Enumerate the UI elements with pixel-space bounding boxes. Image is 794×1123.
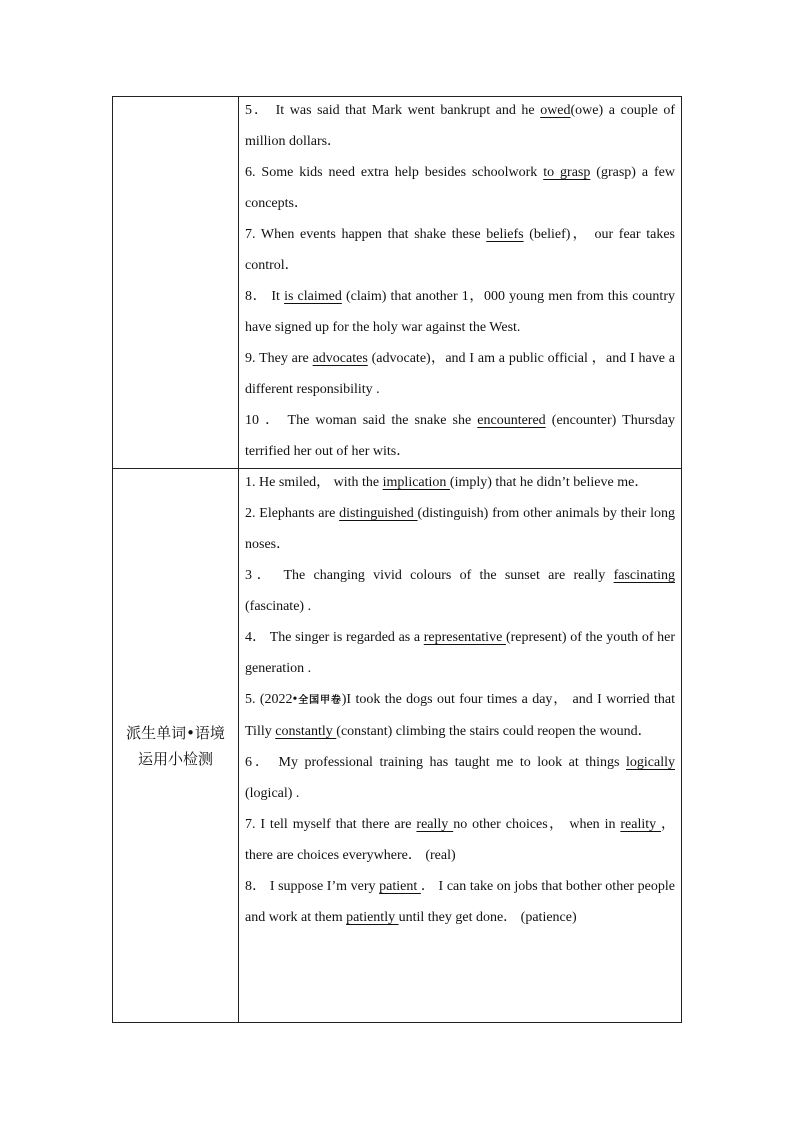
item-text: 3． The changing vivid colours of the sunset are really	[245, 568, 614, 583]
exercise-item	[245, 405, 675, 467]
item-text: 10 ． The woman said the snake she	[245, 413, 478, 428]
answer-blank: implication	[382, 475, 450, 490]
answer-blank: patient	[379, 879, 421, 894]
exercise-item	[245, 498, 675, 560]
item-text: 5． It was said that Mark went bankrupt and he	[245, 103, 541, 118]
answer-blank: constantly	[275, 724, 337, 739]
exercise-item	[245, 747, 675, 809]
item-text: (belief)， our fear takes control．	[245, 227, 675, 273]
item-text: (constant) climbing the stairs could reopen the wound．	[336, 724, 652, 739]
item-text: (advocate)，and I am a public official ，and I have a different responsibility .	[245, 351, 675, 397]
row-label-cell	[113, 469, 239, 1023]
exercise-item	[245, 281, 675, 343]
answer-blank: owed	[540, 103, 571, 118]
item-text: (encounter) Thursday terrified her out of her wits．	[245, 413, 676, 459]
item-text: until they get done． (patience)	[398, 910, 577, 925]
section-label-line2: 运用小检测	[137, 749, 213, 768]
item-text: (imply) that he didn’t believe me．	[449, 475, 649, 490]
exam-source: 全国甲卷	[297, 695, 342, 706]
exercise-list	[245, 467, 675, 933]
item-text: no other choices， when in	[453, 817, 621, 832]
answer-blank: patiently	[346, 910, 399, 925]
item-text: 8． It	[245, 289, 285, 304]
item-text: ， there are choices everywhere． (real)	[245, 817, 676, 863]
answer-blank: really	[416, 817, 454, 832]
item-text: (fascinate) .	[245, 599, 312, 614]
item-text: ． I can take on jobs that bother other people and work at them	[245, 879, 675, 925]
content-cell	[239, 97, 682, 469]
answer-blank: is claimed	[284, 289, 342, 304]
row-label-cell	[113, 97, 239, 469]
answer-blank: encountered	[477, 413, 546, 428]
exercise-item	[245, 343, 675, 405]
item-text: 1. He smiled， with the	[245, 475, 383, 490]
exercise-list	[245, 95, 675, 467]
item-text: 5. (2022•	[245, 692, 298, 707]
item-text: (logical) .	[245, 786, 300, 801]
exercise-item	[245, 219, 675, 281]
item-text: (claim) that another 1，000 young men from this country have signed up for the holy war against the West.	[245, 289, 675, 335]
item-text: (owe) a couple of million dollars．	[245, 103, 676, 149]
answer-blank: advocates	[312, 351, 368, 366]
exercise-item	[245, 95, 675, 157]
exercise-item	[245, 684, 675, 747]
item-text: 9. They are	[245, 351, 313, 366]
exercise-item	[245, 622, 675, 684]
exercise-item	[245, 560, 675, 622]
exercise-item	[245, 157, 675, 219]
item-text: 8． I suppose I’m very	[245, 879, 380, 894]
item-text: (grasp) a few concepts．	[245, 165, 676, 211]
answer-blank: logically	[626, 755, 675, 770]
exercise-item	[245, 467, 675, 498]
exercise-item	[245, 871, 675, 933]
answer-blank: reality	[620, 817, 662, 832]
item-text: )I took the dogs out four times a day， and I worried that Tilly	[245, 692, 675, 739]
item-text: 6. Some kids need extra help besides schoolwork	[245, 165, 544, 180]
item-text: 2. Elephants are	[245, 506, 340, 521]
answer-blank: representative	[423, 630, 506, 645]
item-text: 7. I tell myself that there are	[245, 817, 417, 832]
section-label-line1: 派生单词•语境	[126, 723, 225, 742]
answer-blank: fascinating	[613, 568, 675, 583]
answer-blank: to grasp	[543, 165, 591, 180]
answer-blank: distinguished	[339, 506, 418, 521]
item-text: 6． My professional training has taught me to look at things	[245, 755, 626, 770]
item-text: 4． The singer is regarded as a	[245, 630, 424, 645]
content-cell	[239, 469, 682, 1023]
table-row	[113, 469, 682, 1023]
item-text: (distinguish) from other animals by their long noses．	[245, 506, 675, 552]
table-row	[113, 97, 682, 469]
exercise-item	[245, 809, 675, 871]
item-text: 7. When events happen that shake these	[245, 227, 487, 242]
exercise-table	[112, 96, 682, 1023]
answer-blank: beliefs	[486, 227, 524, 242]
item-text: (represent) of the youth of her generation .	[245, 630, 676, 676]
